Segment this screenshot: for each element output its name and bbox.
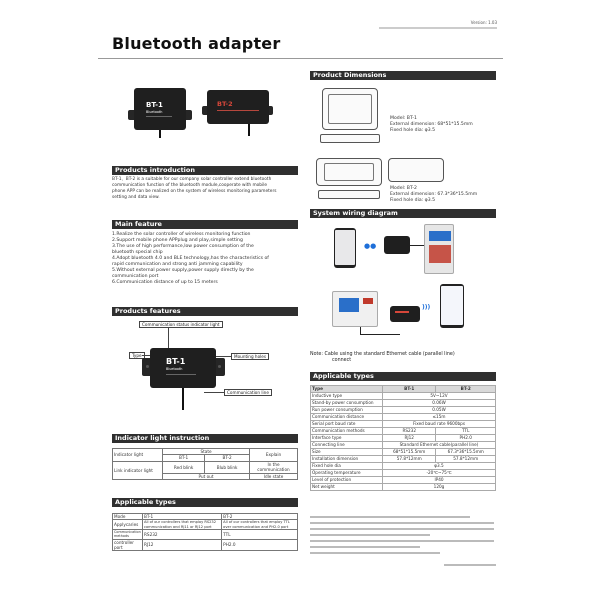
spec-cell: Level of protection [311,477,383,484]
spec-row [311,414,496,421]
wiring-note [310,352,500,364]
section-applicable-types-right: Applicable types [310,372,496,381]
intro-line-2: communication function of the bluetooth module,cooperate with mobile [112,183,268,188]
spec-cell: IP40 [383,477,496,484]
feature-line-3: 3.The use of high performance,low power consumption of the [112,243,254,249]
bt1-photo [128,76,194,138]
spec-table [310,385,496,491]
bt1-cable [159,130,161,138]
cell-indicator-light: Indicator light [113,449,163,462]
callout-communication-line: Communication line [224,389,272,396]
intro-text [112,177,302,201]
feature-list [112,232,304,286]
app-note-line-4 [310,534,430,536]
spec-cell: RS232 [383,428,436,435]
spec-row [311,456,496,463]
spec-cell: 67.3*36*15.5mm [436,449,496,456]
wiring-bt2 [390,306,420,322]
section-system-wiring: System wiring diagram [310,209,496,218]
bt1-sublabel: Bluetooth [146,110,163,114]
spec-cell: Installation dimension [311,456,383,463]
bt2-model: Model: BT-2 [390,186,417,191]
spec-cell: RJ12 [383,435,436,442]
spec-row [311,449,496,456]
spec-cell: Operating temperature [311,470,383,477]
callout-status-light: Communication status indicator light [139,321,223,328]
controller-bottom-display [339,298,359,312]
bluetooth-wave-icon: ))) [422,304,431,311]
bt2-end-view [388,158,444,182]
spec-header-cell: BT-1 [383,386,436,393]
spec-row [311,442,496,449]
spec-header-cell: BT-2 [436,386,496,393]
spec-cell: Net weight [311,484,383,491]
version-fineprint [379,27,497,29]
intro-line-3: phone APP can be realized on the system of wireless monitoring parameters [112,189,277,194]
intro-line-4: setting and data view. [112,195,160,200]
bt2-photo [202,76,274,138]
spec-cell: Run power consumption [311,407,383,414]
bt1-body [134,88,186,130]
app-cell-bt2-desc: All of our controllers that employ TTL over communication and PH2.0 port [222,520,298,530]
wiring-note-line-2: connect [332,358,352,363]
spec-cell: 0.05W [383,407,496,414]
app-cell-bt1-comm: RS232 [143,530,222,539]
spec-cell: Connecting line [311,442,383,449]
app-note-line-7 [310,552,440,554]
bt1-side-view [320,134,380,143]
section-indicator-light: Indicator light instruction [112,434,298,443]
feature-bt1-body [150,348,216,388]
section-products-features: Products features [112,307,298,316]
section-applicable-types-left: Applicable types [112,498,298,507]
bt2-dimension-text [390,186,500,205]
controller-bottom-accent [363,298,373,304]
bt2-dimension-drawing [312,156,388,206]
cell-state: State [163,449,250,455]
wiring-cable-bottom-v [360,327,361,335]
in-comm-line-1: In the [267,461,280,467]
controller-top-panel [429,245,451,263]
app-note-line-2 [310,522,494,524]
spec-cell: Standard Ethernet cable(parallel line) [383,442,496,449]
bt2-body [207,90,269,124]
bt2-end-drawing [388,158,446,186]
wiring-cable-bottom [360,334,400,335]
app-cell-bt2-comm: TTL [222,530,298,539]
spec-cell: 120g [383,484,496,491]
spec-row [311,407,496,414]
wiring-bt2-accent [395,311,409,313]
spec-row [311,477,496,484]
spec-cell: Serial port baud rate [311,421,383,428]
app-note-line-3 [310,528,494,530]
spec-row [311,463,496,470]
bt1-top-inner [328,94,372,124]
spec-cell: PH2.0 [436,435,496,442]
feature-bt1-label: BT-1 [166,357,186,366]
section-main-feature: Main feature [112,220,298,229]
datasheet [98,16,503,584]
feature-line-1: 1.Realize the solar controller of wireless monitoring function [112,232,251,237]
version-label: Version: 1.03 [470,20,497,25]
spec-cell: Size [311,449,383,456]
app-cell-model: Mode [113,514,143,520]
wiring-note-line-1: Note: Cable using the standard Ethernet cable (parallel line) [310,352,455,357]
app-cell-label: Applycaries [113,520,143,530]
bt1-caption [146,116,172,117]
spec-cell: Communication methods [311,428,383,435]
spec-cell: 5V~12V [383,393,496,400]
app-cell-bt1-port: RJ12 [143,539,222,551]
feature-bt1-caption [166,374,196,375]
app-cell-comm-label: Communication methods [114,530,141,539]
cell-bt2: BT-2 [205,455,250,461]
feature-line-6: rapid communication and strong anti jamming capability [112,261,243,267]
spec-cell: Inductive type [311,393,383,400]
feature-bt1-sublabel: Bluetooth [166,367,183,371]
cell-link-indicator: Link indicator light [113,461,163,479]
bt1-label: BT-1 [146,101,163,109]
spec-header-cell: Type [311,386,383,393]
bt1-model: Model: BT-1 [390,116,417,121]
bt2-fixed-hole: Fixed hole dia: φ3.5 [390,198,435,204]
spec-cell: TTL [436,428,496,435]
spec-row [311,435,496,442]
spec-header-row [311,386,496,393]
spec-cell: -20℃~75℃ [383,470,496,477]
in-comm-line-2: communication [257,467,290,473]
title-divider [98,58,503,59]
spec-row [311,470,496,477]
bt2-external-dimension: External dimension: 67.3*36*15.5mm [390,192,478,198]
feature-line-8: communication port [112,273,159,279]
website-footer [444,564,496,566]
feature-line-5: 4.Adopt bluetooth 4.0 and BLE technology,has the characteristics of [112,255,269,261]
spec-cell: 68*51*15.5mm [383,449,436,456]
app-cell-bt1: BT-1 [143,514,222,520]
spec-cell: Communication distance [311,414,383,421]
spec-cell: ≤15m [383,414,496,421]
phone-bottom-screen [441,286,463,325]
indicator-table [112,448,298,480]
cell-in-communication [250,461,298,473]
spec-cell: 57.8*12mm [436,456,496,463]
spec-row [311,484,496,491]
controller-top-display [429,231,451,241]
callout-type: Type [129,352,145,359]
cell-blub-blink: Blub blink [205,461,250,473]
feature-line-2: 2.Support mobile phone APPplug and play,simple setting [112,237,243,243]
app-cell-bt2: BT-2 [222,514,298,520]
spec-cell: φ3.5 [383,463,496,470]
app-cell-port-label: controller port [113,539,143,551]
spec-cell: Stand-by power consumption [311,400,383,407]
feature-line-4: bluetooth special chip [112,249,163,255]
spec-row [311,428,496,435]
spec-cell: Fixed hole dia [311,463,383,470]
bt2-top-inner [324,163,374,181]
version-block [379,20,497,29]
section-product-dimensions: Product Dimensions [310,71,496,80]
bt1-fixed-hole: Fixed hole dia: φ3.5 [390,128,435,134]
cell-explain: Explain [250,449,298,462]
wiring-cable-top [410,245,424,246]
bt1-dimension-text [390,116,498,135]
app-note-line-6 [310,546,420,548]
app-cell-bt1-desc: All of our controllers that employ RS232 communication and RJ11 or RJ12 port [143,520,222,530]
spec-row [311,393,496,400]
spec-cell: 57.8*12mm [383,456,436,463]
bt2-caption [217,110,259,111]
phone-top-screen [335,230,355,265]
app-note-line-5 [310,540,494,542]
feature-hole-right [218,365,221,368]
bt1-dimension-drawing [314,86,388,148]
phone-bottom [440,284,464,328]
intro-line-1: BT-1、BT-2 is a suitable for our company solar controller extend bluetooth [112,177,272,182]
cell-red-blink: Red blink [163,461,205,473]
feature-hole-left [146,365,149,368]
bt1-external-dimension: External dimension: 68*51*15.5mm [390,122,473,128]
page-title: Bluetooth adapter [112,34,281,53]
spec-cell: Fixed baud rate 9600bps [383,421,496,428]
spec-row [311,421,496,428]
controller-top [424,224,454,274]
cell-put-out: Put out [163,473,250,479]
cell-bt1: BT-1 [163,455,205,461]
wiring-bt1 [384,236,410,254]
controller-bottom [332,291,378,327]
bt2-cable [248,124,250,136]
feature-line-9: 6.Communication distance of up to 15 meters [112,279,218,285]
section-products-introduction: Products introduction [112,166,298,175]
spec-row [311,400,496,407]
applicable-table-left [112,513,298,551]
bt2-side-view [318,190,380,199]
phone-top [334,228,356,268]
bt2-label: BT-2 [217,100,233,108]
callout-mounting-holes: Mounting holes [231,353,269,360]
cell-idle-state: Idle state [250,473,298,479]
app-note-line-1 [310,516,470,518]
bluetooth-icon: ●● [364,242,377,250]
feature-cable [182,388,184,410]
spec-cell: Interface type [311,435,383,442]
feature-line-7: 5.Without external power supply,power supply directly by the [112,267,254,273]
spec-cell: 0.06W [383,400,496,407]
app-cell-bt2-port: PH2.0 [222,539,298,551]
bt1-feature-photo [142,340,226,410]
